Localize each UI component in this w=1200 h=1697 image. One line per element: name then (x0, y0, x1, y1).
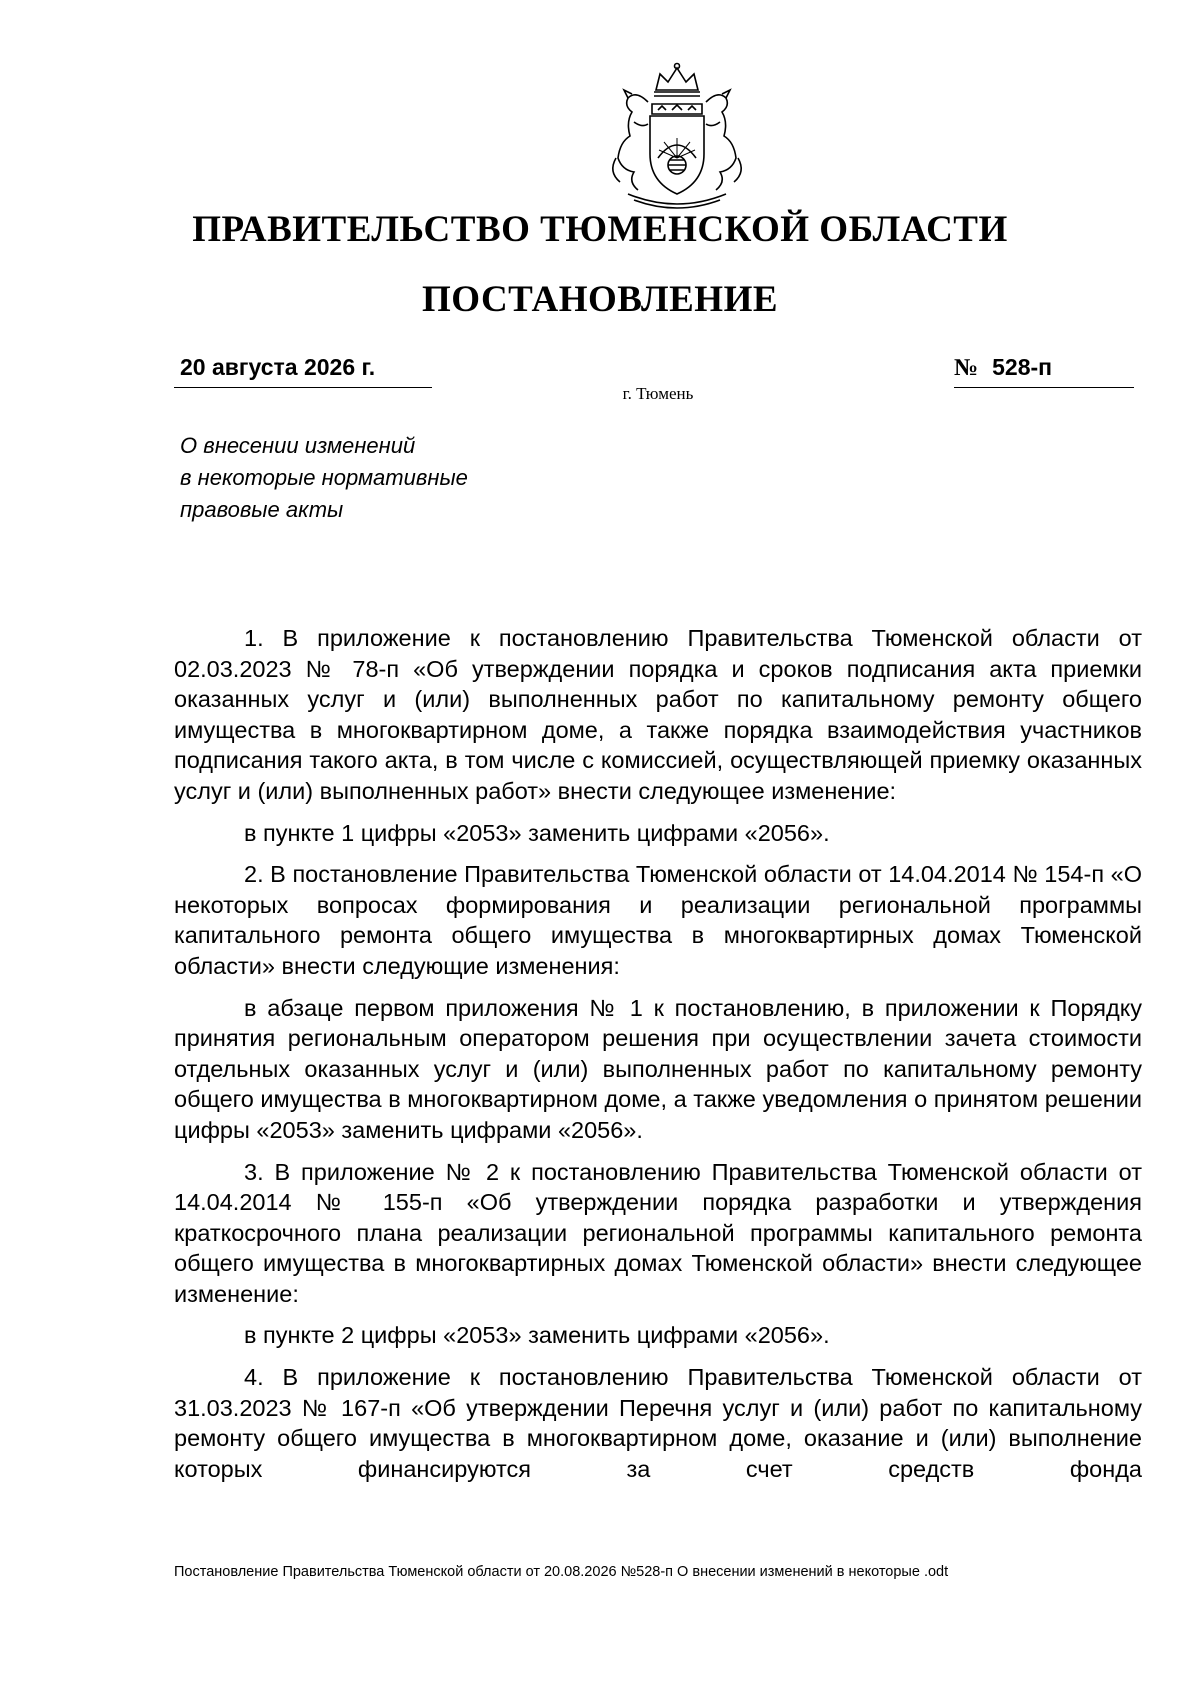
body-paragraph: 1. В приложение к постановлению Правительства Тюменской области от 02.03.2023 № 78-п «Об утверждении порядка и сроков подписания акта приемки оказанных услуг и (или) выполненных работ по капитальному ремонту общего имущества в многоквартирном доме, а также порядка взаимодействия участников подписания такого акта, в том числе с комиссией, осуществляющей приемку оказанных услуг и (или) выполненных работ» внести следующее изменение: (174, 625, 1142, 804)
document-number-value: 528-п (992, 354, 1053, 380)
body-paragraph: в пункте 1 цифры «2053» заменить цифрами «2056». (244, 819, 830, 846)
document-body (174, 623, 1142, 1495)
body-paragraph: 2. В постановление Правительства Тюменской области от 14.04.2014 № 154-п «О некоторых вопросах формирования и реализации региональной программы капитального ремонта общего имущества в многоквартирных домах Тюменской области» внести следующие изменения: (174, 861, 1142, 979)
document-date-value: 20 августа 2026 г. (180, 354, 376, 380)
page-footer: Постановление Правительства Тюменской области от 20.08.2026 №528-п О внесении изменений в некоторые .odt (174, 1564, 949, 1580)
number-sign: № (954, 355, 979, 381)
subject-line: О внесении изменений (180, 433, 416, 458)
subject-line: в некоторые нормативные (180, 465, 468, 490)
document-number (954, 354, 1134, 388)
body-paragraph: в абзаце первом приложения № 1 к постановлению, в приложении к Порядку принятия региональным оператором решения при осуществлении зачета стоимости отдельных оказанных услуг и (или) выполненных работ по капитальному ремонту общего имущества в многоквартирном доме, а также уведомления о принятом решении цифры «2053» заменить цифрами «2056». (174, 994, 1142, 1143)
body-paragraph: в пункте 2 цифры «2053» заменить цифрами «2056». (244, 1322, 830, 1349)
coat-of-arms-icon (598, 62, 756, 212)
document-subject (180, 430, 600, 526)
subject-line: правовые акты (180, 497, 344, 522)
organization-title: ПРАВИТЕЛЬСТВО ТЮМЕНСКОЙ ОБЛАСТИ (192, 209, 1008, 250)
document-type-title: ПОСТАНОВЛЕНИЕ (421, 279, 779, 320)
body-paragraph: 4. В приложение к постановлению Правительства Тюменской области от 31.03.2023 № 167-п «Об утверждении Перечня услуг и (или) работ по капитальному ремонту общего имущества в многоквартирном доме, оказание и (или) выполнение которых финансируются за счет средств фонда (174, 1364, 1142, 1482)
city: г. Тюмень (622, 384, 694, 403)
body-paragraph: 3. В приложение № 2 к постановлению Правительства Тюменской области от 14.04.2014 № 155-п «Об утверждении порядка разработки и утверждения краткосрочного плана реализации региональной программы капитального ремонта общего имущества в многоквартирных домах Тюменской области» внести следующее изменение: (174, 1158, 1142, 1307)
document-date (174, 354, 432, 388)
